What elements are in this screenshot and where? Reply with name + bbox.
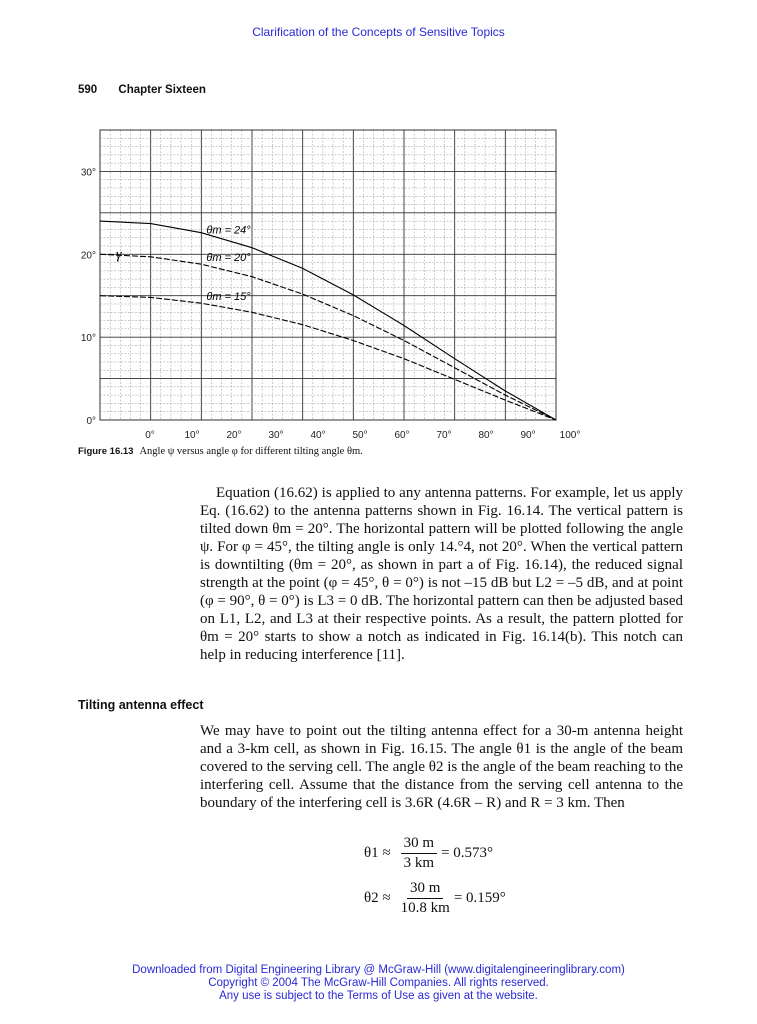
figure-label: Figure 16.13: [78, 446, 134, 457]
figure-caption-text: Angle ψ versus angle φ for different tilting angle θm.: [139, 446, 363, 457]
series-label-3: θm = 15°: [206, 290, 251, 303]
x-tick-label: 90°: [520, 430, 536, 441]
equation-lhs: θ1 ≈: [364, 845, 391, 861]
equation-denominator: 10.8 km: [400, 900, 450, 916]
x-tick-label: 100°: [559, 430, 581, 441]
equation-fraction: [401, 835, 437, 872]
equation-numerator: 30 m: [401, 835, 437, 854]
x-tick-label: 30°: [268, 430, 284, 441]
chapter-title: Chapter Sixteen: [118, 84, 206, 96]
figure-caption: [78, 446, 363, 457]
equation-numerator: 30 m: [407, 880, 443, 899]
x-tick-label: 50°: [352, 430, 368, 441]
body-paragraph-2: We may have to point out the tilting antenna effect for a 30-m antenna height and a 3-km cell, as shown in Fig. 16.15. The angle θ1 is the angle of the beam covered to the serving cell. The angle θ2 is the angle of the beam reaching to the interfering cell. Assume that the distance from the serving cell antenna to the boundary of the interfering cell is 3.6R (4.6R – R) and R = 3 km. Then: [200, 723, 683, 811]
x-tick-label: 10°: [184, 430, 200, 441]
body-paragraph-1: Equation (16.62) is applied to any antenna patterns. For example, let us apply Eq. (16.62) to the antenna patterns shown in Fig. 16.14. The vertical pattern is tilted down θm = 20°. The horizontal pattern will be plotted following the angle ψ. For φ = 45°, the tilting angle is only 14.°4, not 20°. When the vertical pattern is downtilting (θm = 20°, as shown in part a of Fig. 16.14), the reduced signal strength at the point (φ = 45°, θ = 0°) is not –15 dB but L2 = –5 dB, and at point (φ = 90°, θ = 0°) is L3 = 0 dB. The horizontal pattern can then be adjusted based on L1, L2, and L3 at their respective points. As a result, the pattern plotted for θm = 20° starts to show a notch as indicated in Fig. 16.14(b). This notch can help in reducing interference [11].: [200, 485, 683, 663]
x-tick-label: 40°: [310, 430, 326, 441]
y-tick-label: 30°: [80, 167, 96, 179]
page-banner: Clarification of the Concepts of Sensitive Topics: [252, 25, 505, 39]
x-tick-label: 60°: [394, 430, 410, 441]
series-label-1: θm = 24°: [206, 224, 251, 237]
equation-result: = 0.159°: [453, 890, 506, 906]
equation-result: = 0.573°: [441, 845, 494, 861]
y-tick-label: 10°: [80, 333, 96, 345]
equation-theta2: [364, 880, 506, 917]
footer-line-3: Any use is subject to the Terms of Use as given at the website.: [219, 990, 538, 1002]
footer-line-1: Downloaded from Digital Engineering Library @ McGraw-Hill (www.digitalengineeringlibrary.com): [132, 964, 625, 976]
y-axis-label: γ: [116, 247, 122, 263]
equation-theta1: [364, 835, 493, 872]
footer-line-2: Copyright © 2004 The McGraw-Hill Companies. All rights reserved.: [208, 977, 549, 989]
series-label-2: θm = 20°: [206, 251, 251, 264]
x-tick-label: 0°: [145, 430, 155, 441]
x-tick-label: 20°: [226, 430, 242, 441]
tilt-angle-chart: [76, 124, 586, 442]
section-heading: Tilting antenna effect: [78, 698, 204, 712]
plot-frame: [100, 130, 556, 420]
equation-lhs: θ2 ≈: [364, 890, 391, 906]
page-footer: [0, 964, 757, 1003]
running-head: [78, 84, 224, 96]
x-tick-label: 70°: [436, 430, 452, 441]
page-number: 590: [78, 84, 98, 96]
x-tick-label: 80°: [478, 430, 494, 441]
y-tick-label: 0°: [86, 416, 96, 427]
equation-fraction: [401, 880, 450, 917]
equation-denominator: 3 km: [403, 855, 435, 871]
y-tick-label: 20°: [80, 250, 96, 262]
